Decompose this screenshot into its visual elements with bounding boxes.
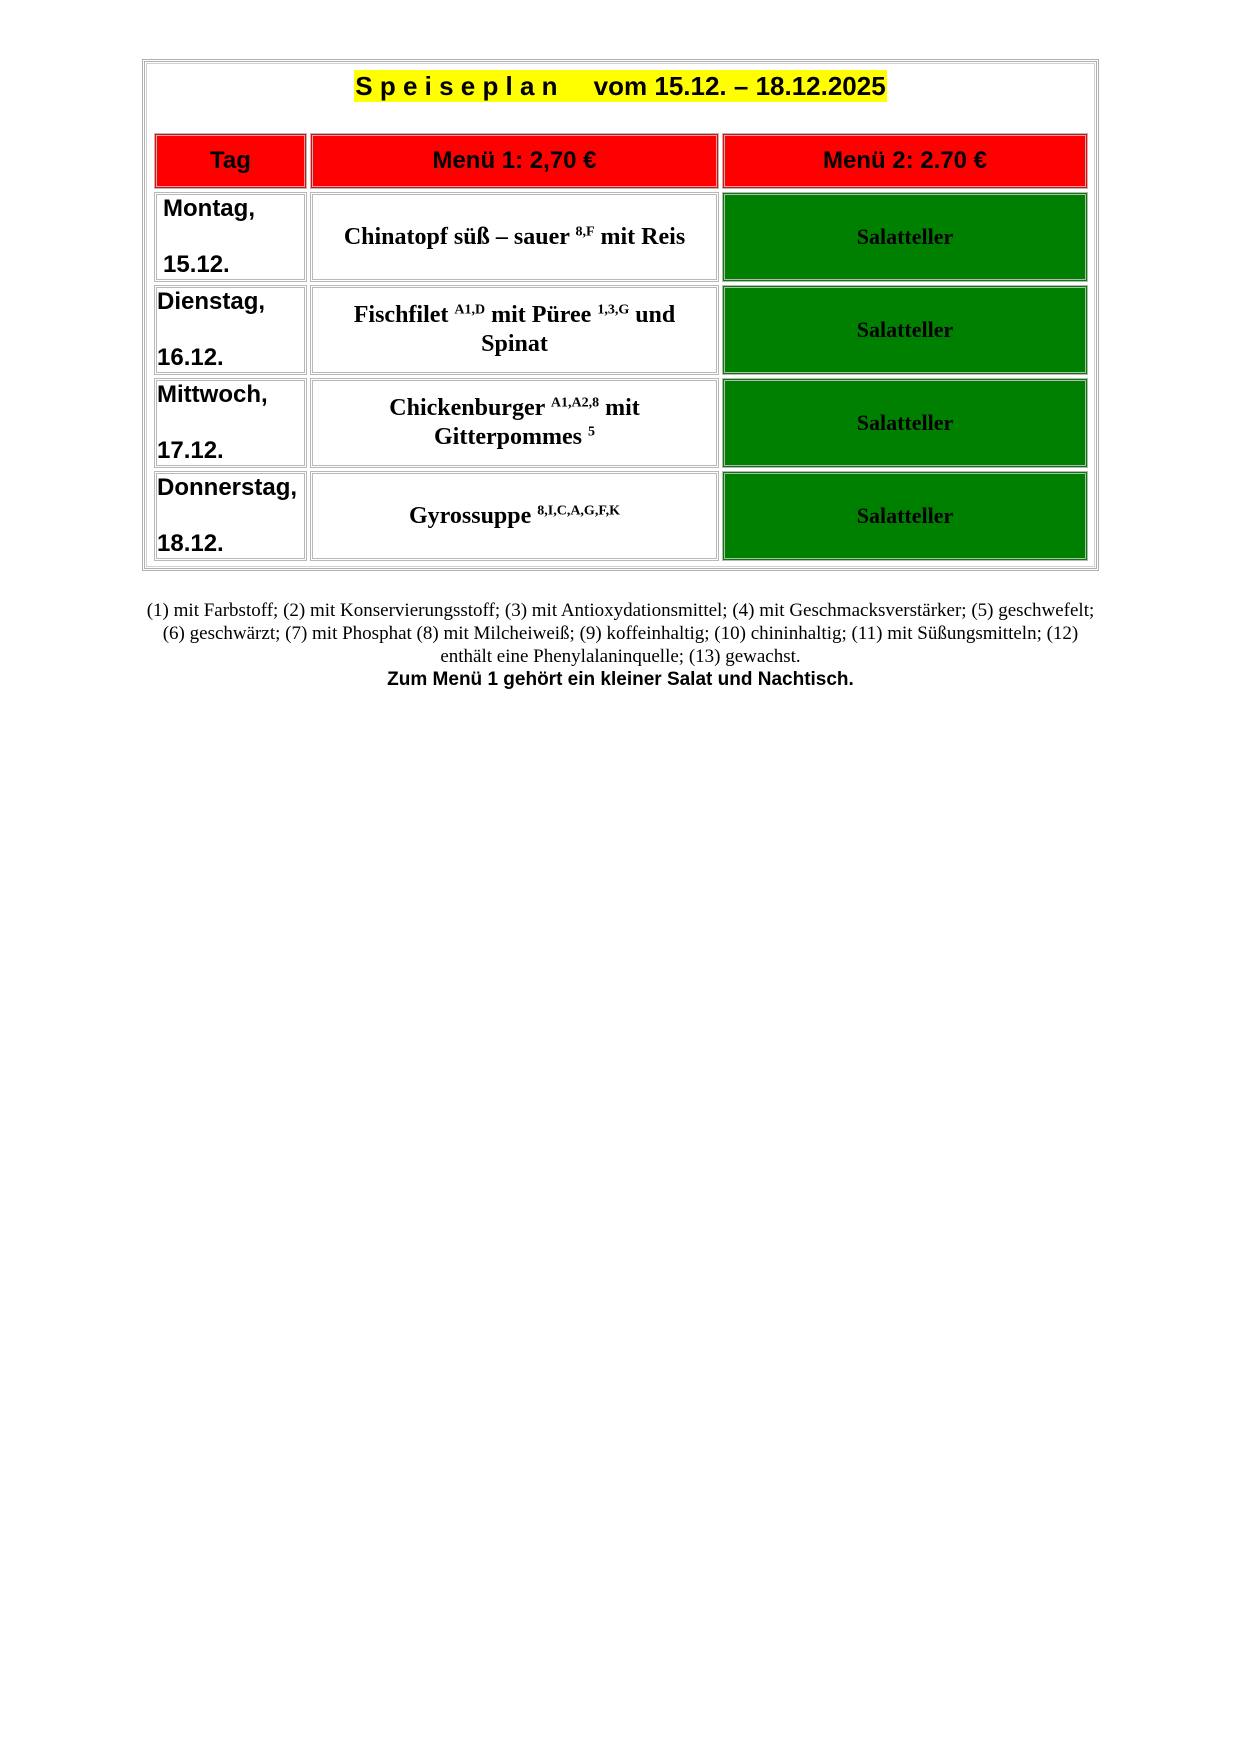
menu2-dish: Salatteller	[856, 503, 954, 528]
menu1-cell-wednesday	[310, 378, 719, 468]
menu1-cell-thursday	[310, 471, 719, 561]
allergen-codes: 1,3,G	[597, 302, 630, 318]
day-cell-tuesday	[154, 285, 307, 375]
allergen-legend	[142, 599, 1099, 691]
menu1-dish	[333, 301, 696, 359]
header-menu2-label: Menü 2: 2.70 €	[822, 147, 988, 174]
day-name: Mittwoch,	[157, 381, 268, 408]
allergen-codes: A1,A2,8	[550, 395, 600, 411]
menu2-cell-thursday	[722, 471, 1088, 561]
day-date: 15.12.	[163, 251, 230, 278]
menu-note: Zum Menü 1 gehört ein kleiner Salat und Nachtisch.	[387, 669, 854, 690]
day-date: 18.12.	[157, 530, 224, 557]
title-row	[145, 70, 1096, 102]
dish-text: Gyrossuppe	[409, 502, 538, 529]
header-menu1-label: Menü 1: 2,70 €	[432, 147, 597, 174]
menu2-cell-monday	[722, 192, 1088, 282]
allergen-codes: 8,I,C,A,G,F,K	[537, 503, 620, 519]
day-name: Dienstag,	[157, 288, 266, 315]
menu-plan-frame	[142, 59, 1099, 571]
dish-text: Chickenburger	[389, 395, 551, 421]
allergen-codes: 5	[587, 424, 595, 440]
menu1-cell-tuesday	[310, 285, 719, 375]
day-date: 17.12.	[157, 437, 224, 464]
day-date: 16.12.	[157, 344, 224, 371]
day-name: Montag,	[163, 195, 255, 222]
menu1-dish	[333, 394, 696, 452]
allergen-codes: 8,F	[575, 224, 595, 240]
menu1-dish	[409, 502, 620, 531]
menu2-dish: Salatteller	[856, 410, 954, 435]
menu1-dish	[344, 223, 685, 252]
menu1-cell-monday	[310, 192, 719, 282]
day-name: Donnerstag,	[157, 474, 298, 501]
day-cell-thursday	[154, 471, 307, 561]
header-day-label: Tag	[210, 147, 251, 174]
menu2-cell-wednesday	[722, 378, 1088, 468]
day-cell-monday	[154, 192, 307, 282]
dish-text: Chinatopf süß – sauer	[343, 223, 576, 250]
page-title: S p e i s e p l a n vom 15.12. – 18.12.2025	[355, 71, 886, 101]
dish-text: mit Gitterpommes	[434, 395, 640, 450]
dish-text: Fischfilet	[353, 302, 455, 328]
day-cell-wednesday	[154, 378, 307, 468]
header-menu1	[310, 133, 719, 189]
legend-text: (1) mit Farbstoff; (2) mit Konservierungsstoff; (3) mit Antioxydationsmittel; (4) mit Geschmacksverstärker; (5) geschwefelt; (6) geschwärzt; (7) mit Phosphat (8) mit Milcheiweiß; (9) koffeinhaltig; (10) chininhaltig; (11) mit Süßungsmitteln; (12) enthält eine Phenylalaninquelle; (13) gewachst.	[146, 600, 1095, 667]
menu2-dish: Salatteller	[856, 224, 954, 249]
dish-text: und Spinat	[481, 302, 676, 357]
header-menu2	[722, 133, 1088, 189]
header-day	[154, 133, 307, 189]
menu2-cell-tuesday	[722, 285, 1088, 375]
menu2-dish: Salatteller	[856, 317, 954, 342]
dish-text: mit Reis	[594, 223, 686, 250]
allergen-codes: A1,D	[454, 302, 486, 318]
dish-text: mit Püree	[485, 302, 598, 328]
